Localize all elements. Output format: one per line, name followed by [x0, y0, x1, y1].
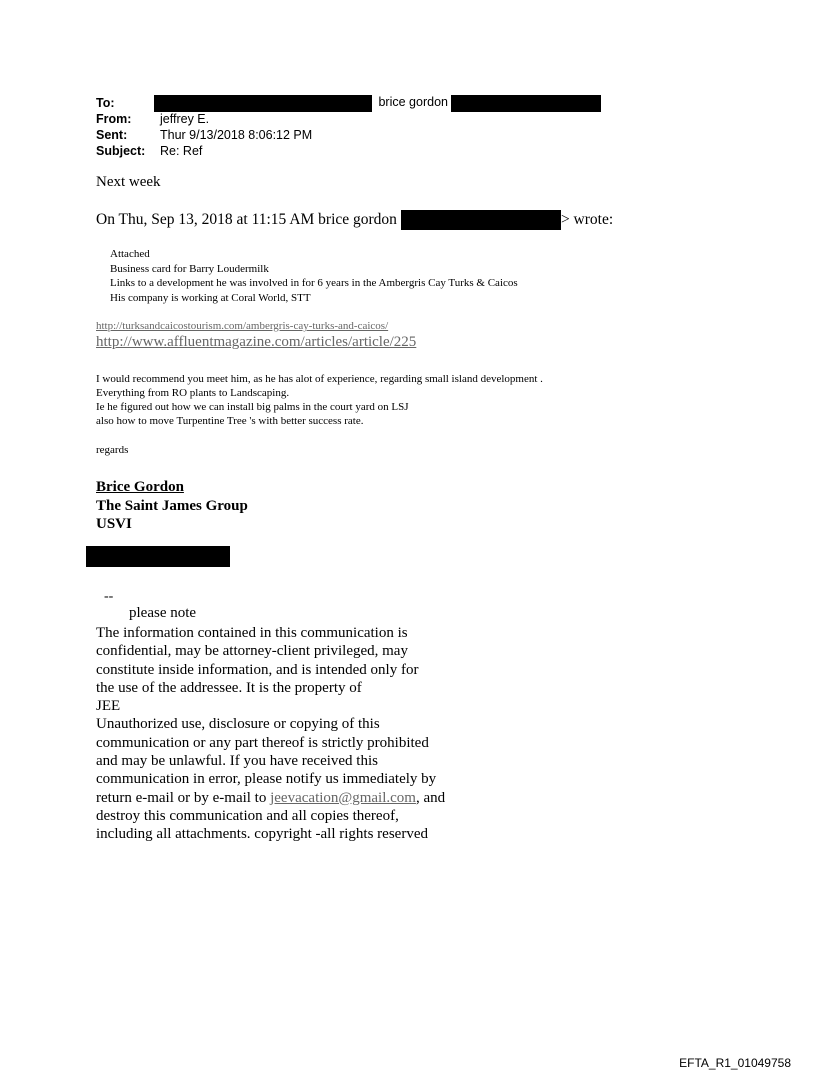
disclaimer-text: return e-mail or by e-mail to — [96, 789, 271, 806]
disclaimer-line: constitute inside information, and is intended only for — [96, 661, 419, 678]
disclaimer-line: communication or any part thereof is strictly prohibited — [96, 734, 429, 751]
signature-location: USVI — [96, 516, 132, 532]
sent-row — [96, 127, 601, 143]
disclaimer-line: Unauthorized use, disclosure or copying of this — [96, 716, 380, 733]
disclaimer-line: confidential, may be attorney-client privileged, may — [96, 643, 408, 660]
from-value: jeffrey E. — [160, 112, 210, 126]
regards-text: regards — [96, 444, 129, 456]
signature-block — [96, 478, 248, 534]
from-row — [96, 111, 601, 127]
subject-label: Subject: — [96, 144, 146, 158]
disclaimer-block — [96, 624, 445, 844]
document-id: EFTA_R1_01049758 — [679, 1056, 791, 1070]
from-label: From: — [96, 112, 132, 126]
signature-separator: -- — [104, 589, 114, 604]
email-header — [96, 95, 601, 159]
disclaimer-line-with-email — [96, 789, 445, 807]
redaction-bar — [451, 95, 601, 112]
to-label: To: — [96, 96, 115, 110]
disclaimer-line: The information contained in this communication is — [96, 625, 408, 641]
to-value — [160, 94, 601, 111]
disclaimer-line: JEE — [96, 698, 121, 715]
disclaimer-line: and may be unlawful. If you have received this — [96, 753, 378, 770]
disclaimer-line: including all attachments. copyright -all rights reserved — [96, 826, 428, 843]
attached-line: Links to a development he was involved in for 6 years in the Ambergris Cay Turks & Caicos — [110, 277, 518, 289]
email-link[interactable]: jeevacation@gmail.com — [270, 789, 416, 806]
sent-value: Thur 9/13/2018 8:06:12 PM — [160, 128, 313, 142]
attached-line: Attached — [110, 248, 150, 260]
recommend-line: also how to move Turpentine Tree 's with better success rate. — [96, 415, 364, 427]
reply-text: Next week — [96, 174, 161, 190]
disclaimer-line: destroy this communication and all copies thereof, — [96, 807, 399, 824]
disclaimer-line: the use of the addressee. It is the property of — [96, 679, 362, 696]
quote-header-suffix: > wrote: — [560, 211, 614, 228]
tourism-link[interactable]: http://turksandcaicostourism.com/ambergris-cay-turks-and-caicos/ — [96, 320, 389, 332]
subject-value: Re: Ref — [160, 144, 203, 158]
disclaimer-line: communication in error, please notify us immediately by — [96, 771, 437, 788]
disclaimer-text: , and — [415, 789, 446, 806]
signature-company: The Saint James Group — [96, 497, 248, 514]
subject-row — [96, 143, 601, 159]
redaction-bar — [86, 546, 230, 567]
recommend-block — [96, 372, 543, 428]
to-row — [96, 95, 601, 111]
attached-block — [110, 247, 518, 305]
recommend-line: I would recommend you meet him, as he has alot of experience, regarding small island development . — [96, 373, 543, 385]
quote-header — [96, 210, 613, 230]
disclaimer-note: please note — [129, 605, 197, 621]
redaction-bar — [401, 210, 561, 230]
attached-line: His company is working at Coral World, STT — [110, 291, 311, 304]
affluent-magazine-link[interactable]: http://www.affluentmagazine.com/articles/article/225 — [96, 334, 417, 350]
to-recipient-name: brice gordon — [378, 95, 448, 110]
signature-name: Brice Gordon — [96, 479, 184, 495]
quote-header-prefix: On Thu, Sep 13, 2018 at 11:15 AM brice gordon — [96, 211, 397, 228]
redaction-bar — [154, 95, 372, 112]
attached-line: Business card for Barry Loudermilk — [110, 262, 269, 275]
recommend-line: Ie he figured out how we can install big palms in the court yard on LSJ — [96, 401, 409, 413]
sent-label: Sent: — [96, 128, 128, 142]
recommend-line: Everything from RO plants to Landscaping. — [96, 387, 290, 399]
